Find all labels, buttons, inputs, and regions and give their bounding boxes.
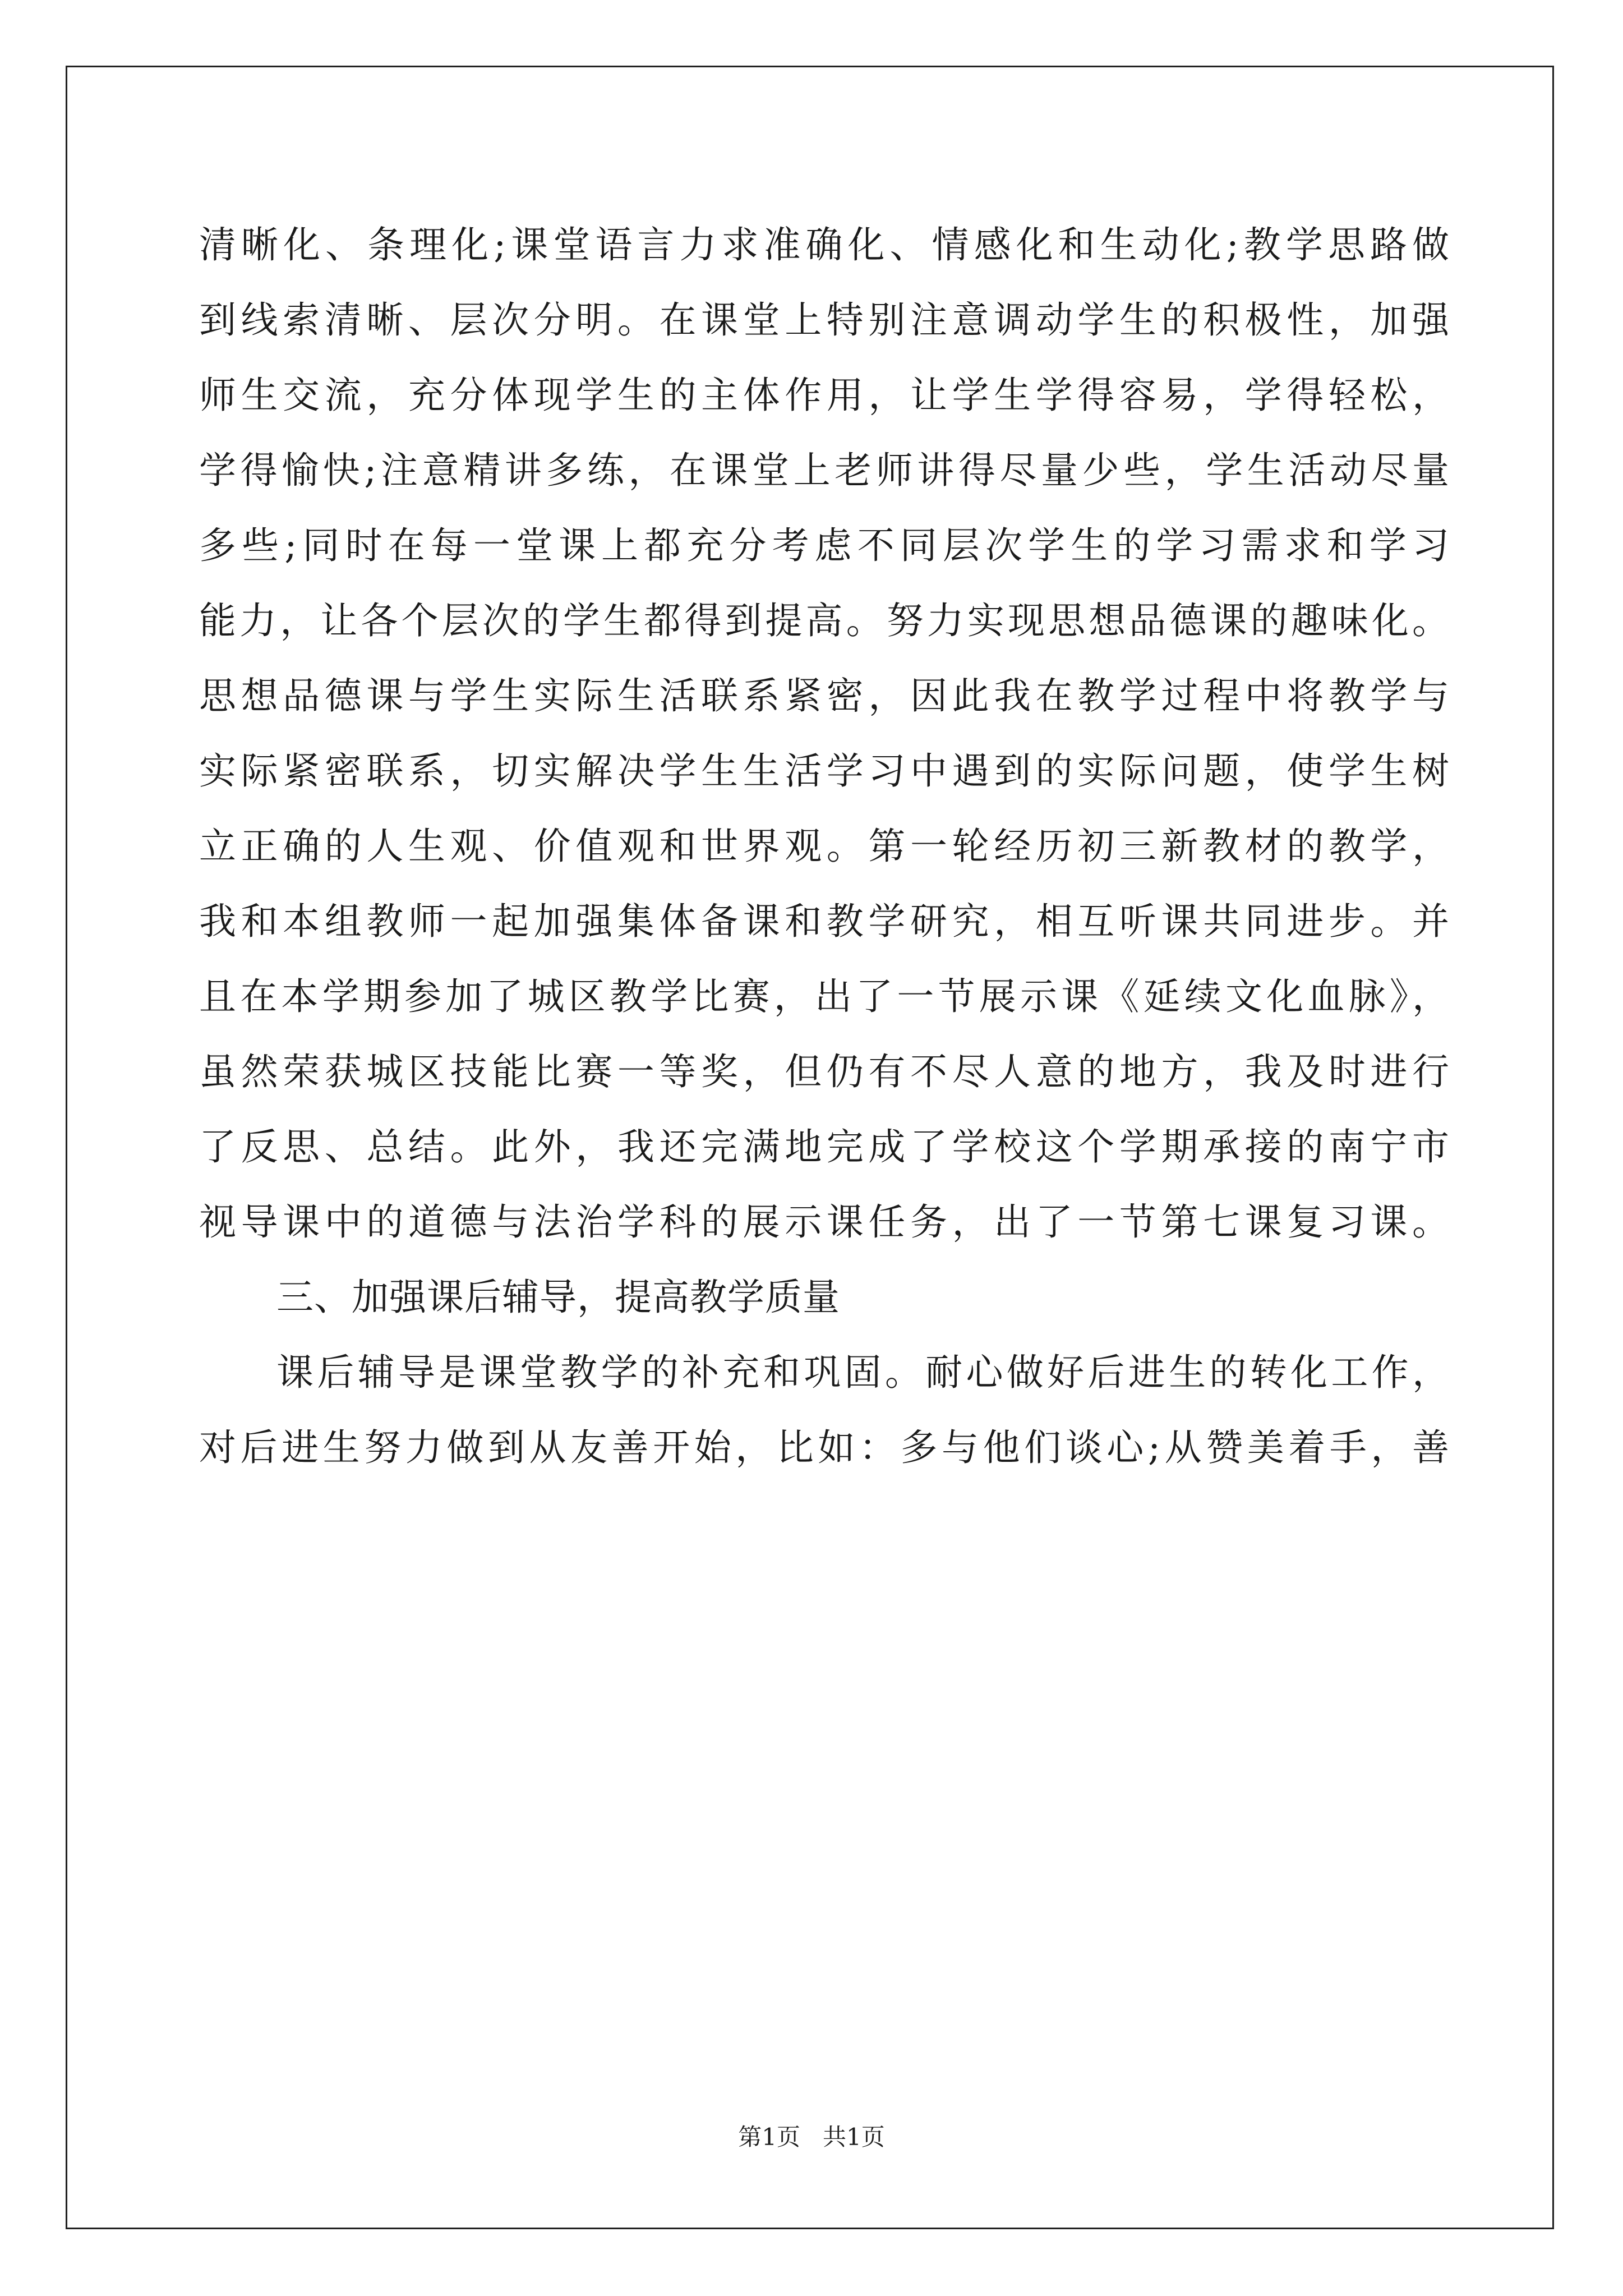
text-line: 视导课中的道德与法治学科的展示课任务，出了一节第七课复习课。 [199, 1200, 1450, 1244]
text-line: 对后进生努力做到从友善开始，比如：多与他们谈心;从赞美着手，善 [199, 1426, 1450, 1469]
text-line: 清晰化、条理化;课堂语言力求准确化、情感化和生动化;教学思路做 [199, 223, 1450, 266]
text-line: 学得愉快;注意精讲多练，在课堂上老师讲得尽量少些，学生活动尽量 [199, 449, 1450, 492]
text-line: 师生交流，充分体现学生的主体作用，让学生学得容易，学得轻松， [199, 374, 1450, 417]
page-number-footer: 第1页 共1页 [738, 2123, 885, 2151]
text-line: 我和本组教师一起加强集体备课和教学研究，相互听课共同进步。并 [199, 900, 1450, 943]
text-line: 多些;同时在每一堂课上都充分考虑不同层次学生的学习需求和学习 [199, 524, 1450, 567]
text-line: 能力，让各个层次的学生都得到提高。努力实现思想品德课的趣味化。 [199, 599, 1450, 642]
text-line: 课后辅导是课堂教学的补充和巩固。耐心做好后进生的转化工作， [276, 1351, 1450, 1394]
text-line: 且在本学期参加了城区教学比赛，出了一节展示课《延续文化血脉》， [199, 975, 1450, 1018]
text-line: 立正确的人生观、价值观和世界观。第一轮经历初三新教材的教学， [199, 825, 1450, 868]
text-line: 了反思、总结。此外，我还完满地完成了学校这个学期承接的南宁市 [199, 1125, 1450, 1168]
body-text [199, 208, 1450, 1485]
section-heading: 三、加强课后辅导，提高教学质量 [276, 1276, 840, 1319]
text-line: 实际紧密联系，切实解决学生生活学习中遇到的实际问题，使学生树 [199, 749, 1450, 793]
text-line: 到线索清晰、层次分明。在课堂上特别注意调动学生的积极性，加强 [199, 298, 1450, 342]
text-line: 虽然荣获城区技能比赛一等奖，但仍有不尽人意的地方，我及时进行 [199, 1050, 1450, 1093]
text-line: 思想品德课与学生实际生活联系紧密，因此我在教学过程中将教学与 [199, 674, 1450, 717]
